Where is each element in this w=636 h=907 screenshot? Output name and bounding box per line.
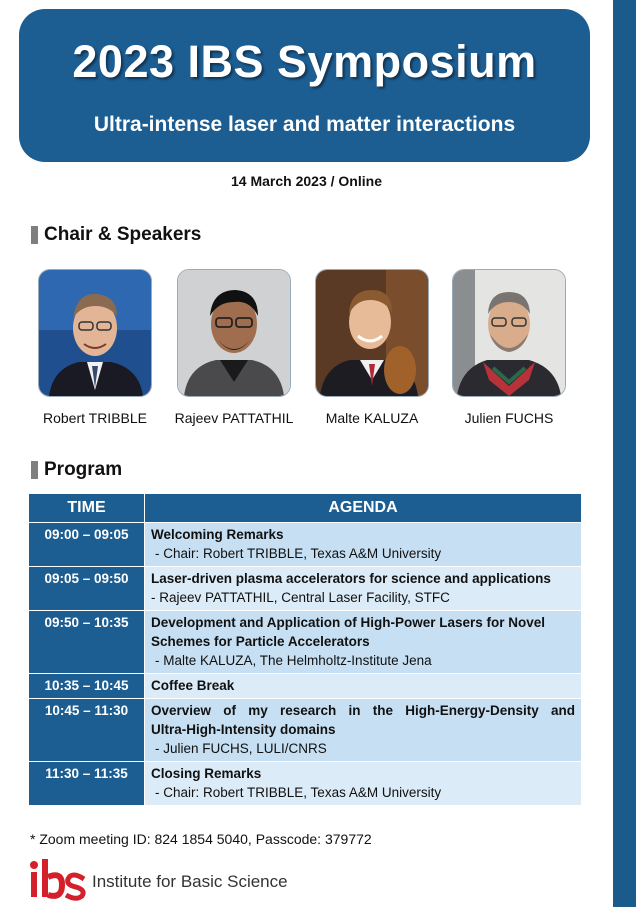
table-row <box>29 611 582 674</box>
agenda-detail: - Julien FUCHS, LULI/CNRS <box>155 741 327 756</box>
speaker-card <box>174 269 294 426</box>
agenda-title: Closing Remarks <box>151 766 262 781</box>
time-cell: 10:45 – 11:30 <box>29 699 145 762</box>
speaker-card <box>449 269 569 426</box>
page-subtitle: Ultra-intense laser and matter interactions <box>93 113 516 136</box>
agenda-detail: - Chair: Robert TRIBBLE, Texas A&M University <box>155 785 442 800</box>
page-title: 2023 IBS Symposium <box>72 36 537 87</box>
time-cell: 09:05 – 09:50 <box>29 567 145 611</box>
table-row <box>29 567 582 611</box>
agenda-cell <box>145 674 582 699</box>
speaker-name: Rajeev PATTATHIL <box>174 410 294 426</box>
speaker-photo <box>315 269 429 397</box>
agenda-cell <box>145 523 582 567</box>
speaker-photo <box>38 269 152 397</box>
speaker-name: Julien FUCHS <box>464 410 554 426</box>
agenda-detail: - Chair: Robert TRIBBLE, Texas A&M University <box>155 546 442 561</box>
time-cell: 11:30 – 11:35 <box>29 762 145 806</box>
table-row <box>29 699 582 762</box>
table-row <box>29 762 582 806</box>
speaker-name: Robert TRIBBLE <box>42 410 147 426</box>
event-date: 14 March 2023 / Online <box>231 173 382 189</box>
header-banner <box>19 9 590 162</box>
agenda-title-line: Overview of my research in the High-Energy-Density and <box>151 703 575 718</box>
section-marker <box>31 461 38 479</box>
agenda-title: Coffee Break <box>151 678 235 693</box>
agenda-title-line: Ultra-High-Intensity domains <box>151 722 336 737</box>
section-heading-text: Program <box>44 459 123 480</box>
section-marker <box>31 226 38 244</box>
time-cell: 09:50 – 10:35 <box>29 611 145 674</box>
table-row <box>29 523 582 567</box>
table-header-row <box>29 494 582 523</box>
agenda-title: Welcoming Remarks <box>151 527 284 542</box>
speaker-card <box>312 269 432 426</box>
time-cell: 10:35 – 10:45 <box>29 674 145 699</box>
agenda-title: Laser-driven plasma accelerators for science and applications <box>151 571 551 586</box>
agenda-title: Development and Application of High-Power Lasers for Novel Schemes for Particle Accelerators <box>151 615 546 649</box>
time-cell: 09:00 – 09:05 <box>29 523 145 567</box>
column-header-time: TIME <box>29 494 145 523</box>
speaker-photo <box>177 269 291 397</box>
ibs-logo <box>28 855 288 901</box>
agenda-cell <box>145 611 582 674</box>
section-heading-speakers <box>31 224 201 246</box>
speaker-photo <box>452 269 566 397</box>
program-table <box>28 493 582 806</box>
agenda-cell <box>145 567 582 611</box>
table-row <box>29 674 582 699</box>
right-edge-stripe <box>613 0 636 907</box>
agenda-detail: - Malte KALUZA, The Helmholtz-Institute Jena <box>155 653 432 668</box>
agenda-cell <box>145 699 582 762</box>
column-header-agenda: AGENDA <box>145 494 582 523</box>
agenda-cell <box>145 762 582 806</box>
ibs-logo-mark <box>28 855 88 901</box>
zoom-footnote: * Zoom meeting ID: 824 1854 5040, Passcode: 379772 <box>30 831 372 847</box>
org-name: Institute for Basic Science <box>92 872 288 891</box>
section-heading-program <box>31 459 122 481</box>
speaker-name: Malte KALUZA <box>325 410 419 426</box>
speaker-card <box>35 269 155 426</box>
section-heading-text: Chair & Speakers <box>44 224 202 245</box>
agenda-detail: - Rajeev PATTATHIL, Central Laser Facility, STFC <box>151 590 450 605</box>
